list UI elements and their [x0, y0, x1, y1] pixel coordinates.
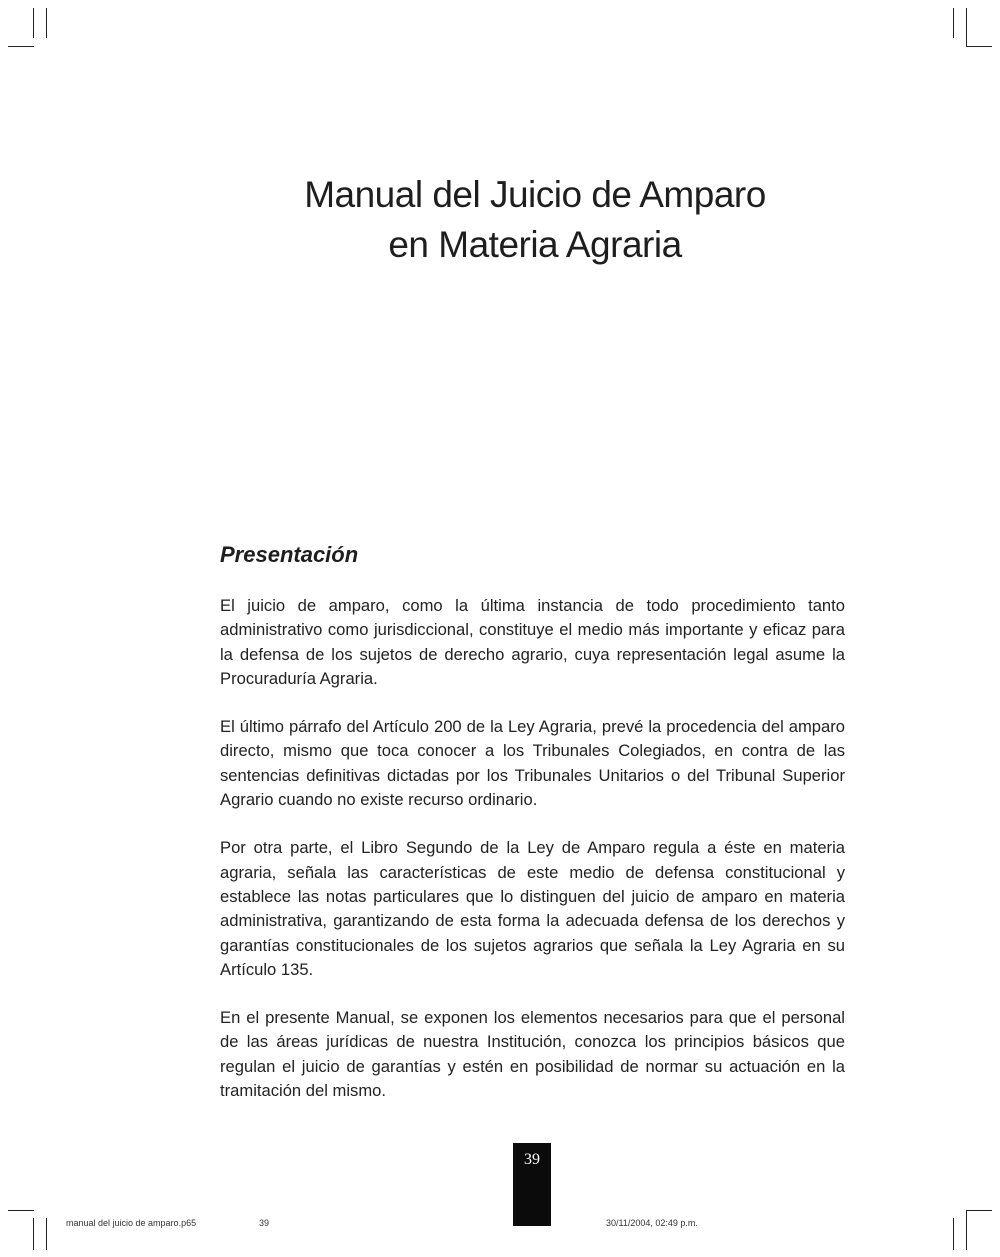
crop-mark — [966, 1210, 967, 1250]
crop-mark — [966, 46, 992, 47]
page-number-tab — [513, 1143, 551, 1226]
crop-mark — [46, 1218, 47, 1250]
title-line-1: Manual del Juicio de Amparo — [304, 174, 766, 215]
body-text — [220, 594, 845, 1127]
footer-filename: manual del juicio de amparo.p65 — [66, 1218, 197, 1228]
crop-mark — [953, 8, 954, 38]
crop-mark — [46, 8, 47, 38]
paragraph: El último párrafo del Artículo 200 de la Ley Agraria, prevé la procedencia del amparo directo, mismo que toca conocer a los Tribunales Colegiados, en contra de las sentencias definitivas dictadas por los Tribunales Unitarios o del Tribunal Superior Agrario cuando no existe recurso ordinario. — [220, 717, 845, 810]
footer-timestamp: 30/11/2004, 02:49 p.m. — [606, 1218, 698, 1228]
crop-mark — [8, 46, 34, 47]
paragraph: Por otra parte, el Libro Segundo de la Ley de Amparo regula a éste en materia agraria, señala las características de este medio de defensa constitucional y establece las notas particulares que lo distinguen del juicio de amparo en materia administrativa, garantizando de esta forma la adecuada defensa de los derechos y garantías constitucionales de los sujetos agrarios que señala la Ley Agraria en su Artículo 135. — [220, 838, 845, 979]
page-number: 39 — [524, 1151, 540, 1168]
crop-mark — [953, 1218, 954, 1250]
crop-mark — [33, 8, 34, 38]
section-heading: Presentación — [220, 542, 359, 567]
crop-mark — [8, 1210, 34, 1211]
title-line-2: en Materia Agraria — [388, 224, 682, 265]
page-title — [200, 170, 870, 270]
paragraph: El juicio de amparo, como la última instancia de todo procedimiento tanto administrativo como jurisdiccional, constituye el medio más importante y eficaz para la defensa de los sujetos de derecho agrario, cuya representación legal asume la Procuraduría Agraria. — [220, 596, 845, 688]
footer-page: 39 — [259, 1218, 270, 1228]
crop-mark — [966, 1210, 992, 1211]
crop-mark — [33, 1218, 34, 1250]
paragraph: En el presente Manual, se exponen los elementos necesarios para que el personal de las áreas jurídicas de nuestra Institución, conozca los principios básicos que regulan el juicio de garantías y estén en posibilidad de normar su actuación en la tramitación del mismo. — [220, 1008, 845, 1101]
crop-mark — [966, 8, 967, 46]
